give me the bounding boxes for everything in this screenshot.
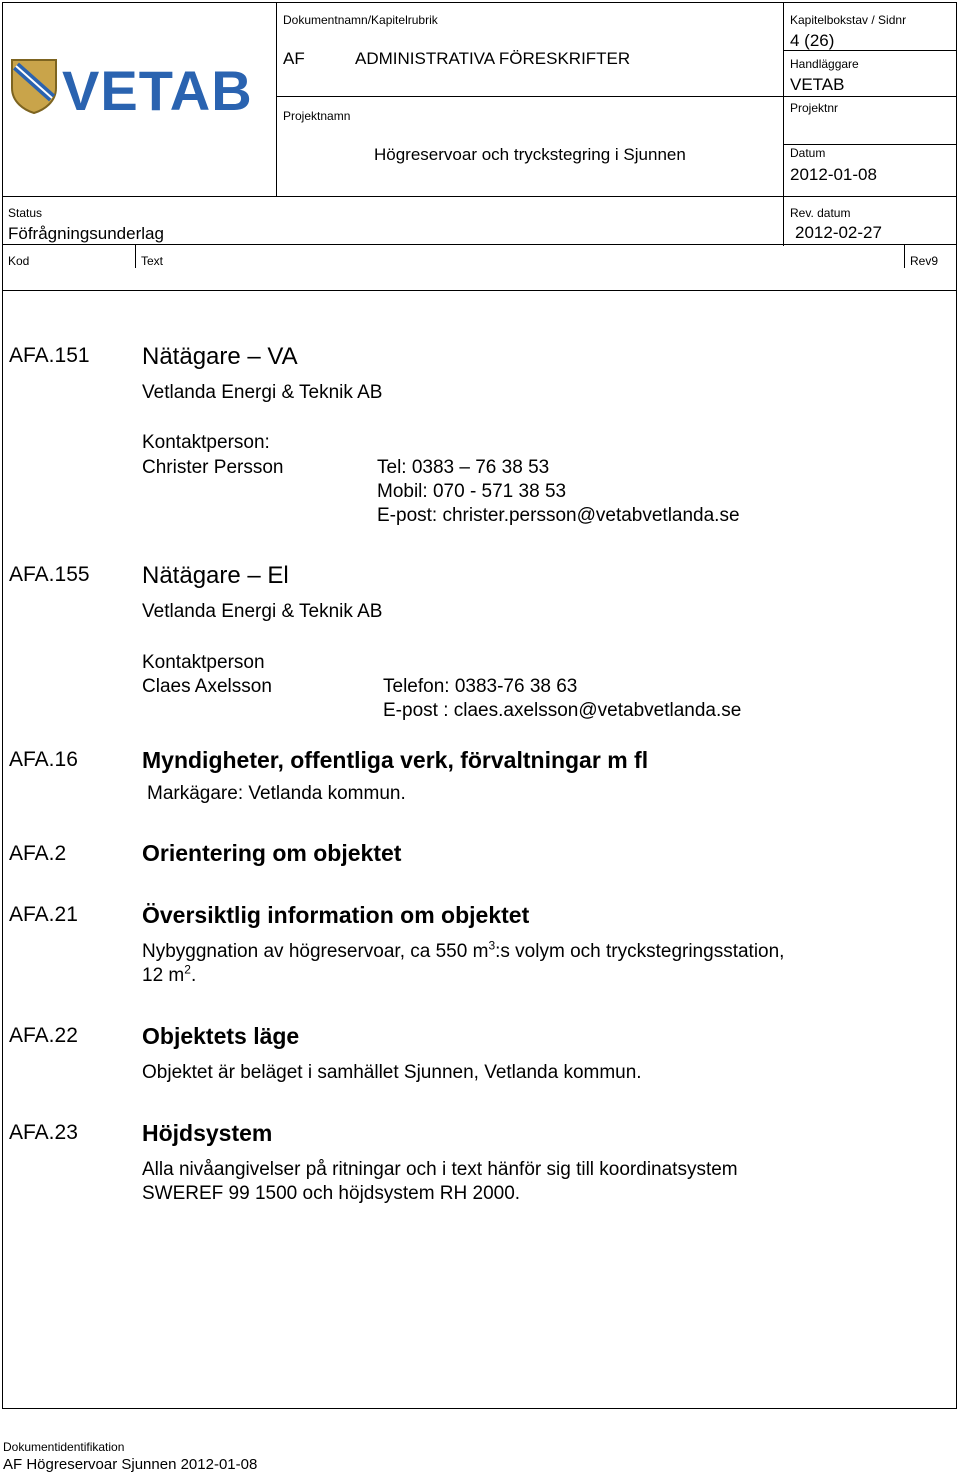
page-value: 4 (26) [790,31,835,50]
section-text: Objektet är beläget i samhället Sjunnen, Vetlanda kommun. [142,1062,642,1083]
rev-date-value: 2012-02-27 [795,223,882,242]
section-title: Översiktlig information om objektet [142,902,530,928]
shield-icon [10,58,58,114]
section-title: Myndigheter, offentliga verk, förvaltningar m fl [142,747,649,773]
section-code: AFA.21 [9,903,78,926]
contact-name: Claes Axelsson [142,676,272,697]
text-part: Nybyggnation av högreservoar, ca 550 m [142,941,489,962]
contact-email: E-post : claes.axelsson@vetabvetlanda.se [383,700,742,721]
logo-wordmark: VETAB [62,59,253,122]
section-title: Orientering om objektet [142,840,402,866]
superscript: 2 [184,962,191,977]
section-text [142,938,785,963]
frame-bottom [2,1408,957,1409]
chapter-title: ADMINISTRATIVA FÖRESKRIFTER [355,49,631,68]
header-hline-2 [276,96,956,97]
handler-label: Handläggare [790,57,859,71]
frame-top [2,2,956,3]
contact-email: E-post: christer.persson@vetabvetlanda.se [377,505,740,526]
section-code: AFA.2 [9,842,67,865]
rev-date-label: Rev. datum [790,206,851,220]
project-name-value: Högreservoar och tryckstegring i Sjunnen [374,145,686,164]
section-text: Markägare: Vetlanda kommun. [147,783,406,804]
section-title: Objektets läge [142,1023,300,1049]
header-hline-4 [2,196,956,197]
section-title: Nätägare – VA [142,343,298,370]
rev-tick [904,244,905,268]
header-vline-left [276,2,277,196]
header-hline-6 [2,290,956,291]
section-code: AFA.155 [9,563,90,586]
section-title: Nätägare – El [142,562,289,589]
section-text-line2 [142,962,197,987]
section-code: AFA.16 [9,748,78,771]
frame-left [2,2,3,1408]
contact-mobile: Mobil: 070 - 571 38 53 [377,481,567,502]
chapter-code: AF [283,49,305,68]
project-name-label: Projektnamn [283,109,351,123]
contact-name: Christer Persson [142,457,284,478]
status-label: Status [8,206,43,220]
kod-label: Kod [8,254,30,268]
text-part: . [190,965,197,986]
kod-tick [135,244,136,268]
superscript: 3 [488,938,496,953]
section-code: AFA.22 [9,1024,78,1047]
frame-right [956,2,957,1408]
project-no-label: Projektnr [790,101,839,115]
header-vline-right [783,2,784,246]
contact-tel: Tel: 0383 – 76 38 53 [377,457,550,478]
header-hline-5 [2,244,956,245]
status-value: Föfrågningsunderlag [8,224,164,243]
section-code: AFA.151 [9,344,90,367]
doc-id-value: AF Högreservoar Sjunnen 2012-01-08 [3,1456,258,1473]
text-part: 12 m [142,965,185,986]
text-label: Text [141,254,164,268]
section-title: Höjdsystem [142,1120,273,1146]
page-label: Kapitelbokstav / Sidnr [790,13,907,27]
contact-label: Kontaktperson [142,652,265,673]
header-hline-3 [783,144,956,145]
section-text: Alla nivåangivelser på ritningar och i text hänför sig till koordinatsystem [142,1159,738,1180]
section-text-line2: SWEREF 99 1500 och höjdsystem RH 2000. [142,1183,521,1204]
chapter-label: Dokumentnamn/Kapitelrubrik [283,13,438,27]
contact-tel: Telefon: 0383-76 38 63 [383,676,578,697]
text-part: :s volym och tryckstegringsstation, [495,941,785,962]
date-value: 2012-01-08 [790,165,877,184]
doc-id-label: Dokumentidentifikation [3,1440,125,1454]
section-code: AFA.23 [9,1121,78,1144]
contact-label: Kontaktperson: [142,432,270,453]
company-name: Vetlanda Energi & Teknik AB [142,382,383,403]
handler-value: VETAB [790,75,845,94]
date-label: Datum [790,146,826,160]
company-name: Vetlanda Energi & Teknik AB [142,601,383,622]
rev-label: Rev9 [910,254,939,268]
